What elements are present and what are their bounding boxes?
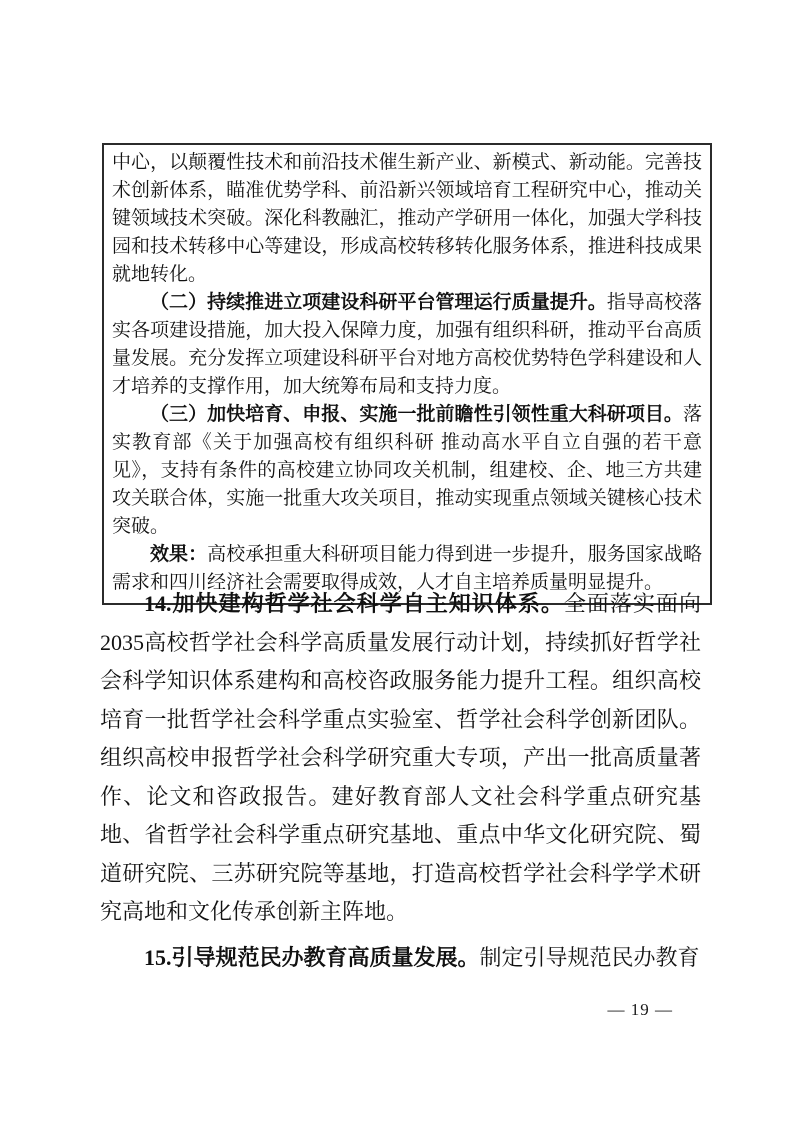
body-paragraph-15-text: 制定引导规范民办教育 — [479, 944, 700, 970]
box-paragraph-continuation — [112, 149, 702, 289]
body-text — [100, 585, 701, 984]
box-paragraph-effect-text: 高校承担重大科研项目能力得到进一步提升，服务国家战略需求和四川经济社会需要取得成效，人才自主培养质量明显提升。 — [112, 544, 702, 593]
box-paragraph-item-3 — [112, 401, 702, 541]
box-paragraph-effect-label: 效果： — [150, 544, 208, 565]
box-paragraph-item-2-heading: （二）持续推进立项建设科研平台管理运行质量提升。 — [150, 292, 607, 313]
body-paragraph-15-heading: 15.引导规范民办教育高质量发展。 — [144, 944, 480, 970]
bordered-text-box — [102, 143, 712, 605]
box-paragraph-item-2-text: 指导高校落实各项建设措施，加大投入保障力度，加强有组织科研，推动平台高质量发展。充分发挥立项建设科研平台对地方高校优势特色学科建设和人才培养的支撑作用，加大统筹布局和支持力度。 — [112, 292, 702, 397]
box-paragraph-continuation-text: 中心，以颠覆性技术和前沿技术催生新产业、新模式、新动能。完善技术创新体系，瞄准优势学科、前沿新兴领域培育工程研究中心，推动关键领域技术突破。深化科教融汇，推动产学研用一体化，加强大学科技园和技术转移中心等建设，形成高校转移转化服务体系，推进科技成果就地转化。 — [112, 152, 702, 285]
box-paragraph-item-2 — [112, 289, 702, 401]
page-number: — 19 — — [607, 1000, 673, 1019]
box-paragraph-item-3-heading: （三）加快培育、申报、实施一批前瞻性引领性重大科研项目。 — [150, 404, 683, 425]
body-paragraph-14-heading: 14.加快建构哲学社会科学自主知识体系。 — [144, 591, 564, 616]
body-paragraph-14-text: 全面落实面向2035高校哲学社会科学高质量发展行动计划，持续抓好哲学社会科学知识体系建构和高校咨政服务能力提升工程。组织高校培育一批哲学社会科学重点实验室、哲学社会科学创新团队。组织高校申报哲学社会科学研究重大专项，产出一批高质量著作、论文和咨政报告。建好教育部人文社会科学重点研究基地、省哲学社会科学重点研究基地、重点中华文化研究院、蜀道研究院、三苏研究院等基地，打造高校哲学社会科学学术研究高地和文化传承创新主阵地。 — [100, 591, 701, 924]
body-paragraph-14 — [100, 585, 701, 932]
body-paragraph-15 — [100, 939, 701, 978]
box-paragraph-item-3-text: 落实教育部《关于加强高校有组织科研 推动高水平自立自强的若干意见》，支持有条件的高校建立协同攻关机制，组建校、企、地三方共建攻关联合体，实施一批重大攻关项目，推动实现重点领域关键核心技术突破。 — [112, 404, 702, 537]
